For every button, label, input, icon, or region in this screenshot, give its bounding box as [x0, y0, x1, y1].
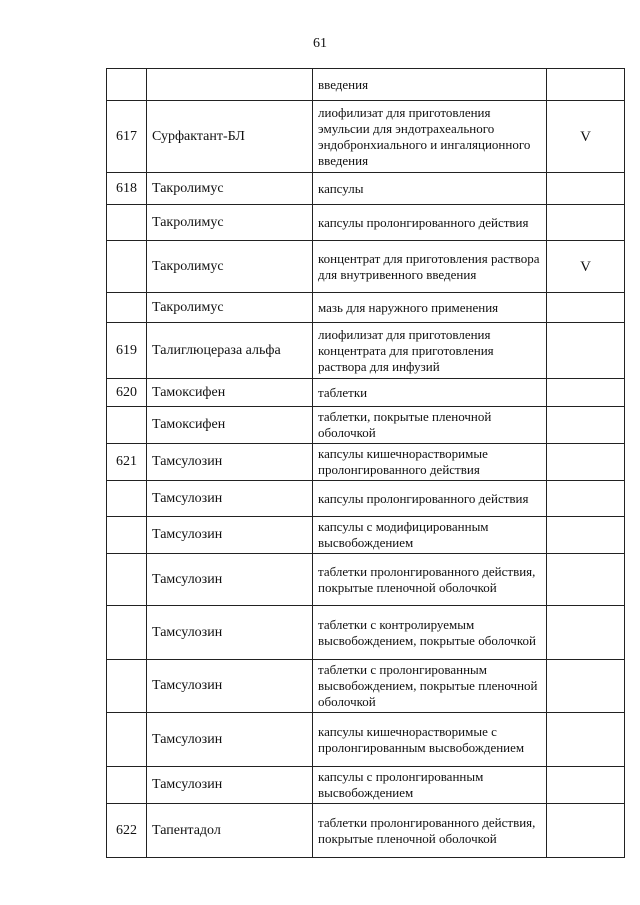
table-row	[107, 660, 625, 713]
vital-mark	[547, 407, 625, 444]
dosage-form: капсулы кишечнорастворимые пролонгированного действия	[313, 444, 547, 481]
table-row	[107, 804, 625, 858]
row-number: 617	[107, 101, 147, 173]
dosage-form: капсулы кишечнорастворимые с пролонгированным высвобождением	[313, 713, 547, 767]
vital-mark	[547, 713, 625, 767]
drug-name	[147, 69, 313, 101]
table-row	[107, 323, 625, 379]
drug-name: Тамсулозин	[147, 444, 313, 481]
dosage-form: концентрат для приготовления раствора для внутривенного введения	[313, 241, 547, 293]
drug-name: Сурфактант-БЛ	[147, 101, 313, 173]
vital-mark	[547, 69, 625, 101]
row-number	[107, 205, 147, 241]
dosage-form: капсулы	[313, 173, 547, 205]
drug-name: Тамсулозин	[147, 713, 313, 767]
row-number	[107, 241, 147, 293]
drug-name: Тамсулозин	[147, 606, 313, 660]
vital-mark	[547, 517, 625, 554]
drug-name: Тамсулозин	[147, 517, 313, 554]
vital-mark	[547, 660, 625, 713]
drug-name: Тапентадол	[147, 804, 313, 858]
table-row	[107, 69, 625, 101]
page-number: 61	[313, 36, 327, 51]
dosage-form: мазь для наружного применения	[313, 293, 547, 323]
drug-name: Такролимус	[147, 205, 313, 241]
vital-mark	[547, 205, 625, 241]
row-number	[107, 606, 147, 660]
dosage-form: таблетки	[313, 379, 547, 407]
vital-mark: V	[547, 101, 625, 173]
table-row	[107, 379, 625, 407]
row-number	[107, 713, 147, 767]
table-row	[107, 173, 625, 205]
dosage-form: капсулы пролонгированного действия	[313, 481, 547, 517]
dosage-form: лиофилизат для приготовления эмульсии для эндотрахеального эндобронхиального и ингаляционного введения	[313, 101, 547, 173]
table-row	[107, 606, 625, 660]
table-row	[107, 444, 625, 481]
row-number	[107, 554, 147, 606]
row-number	[107, 293, 147, 323]
drug-name: Тамсулозин	[147, 767, 313, 804]
row-number	[107, 481, 147, 517]
table-row	[107, 481, 625, 517]
dosage-form: капсулы с модифицированным высвобождением	[313, 517, 547, 554]
vital-mark: V	[547, 241, 625, 293]
drug-name: Такролимус	[147, 293, 313, 323]
dosage-form: таблетки с пролонгированным высвобождением, покрытые пленочной оболочкой	[313, 660, 547, 713]
row-number	[107, 69, 147, 101]
table-body	[107, 69, 625, 858]
row-number: 620	[107, 379, 147, 407]
drug-name: Талиглюцераза альфа	[147, 323, 313, 379]
row-number	[107, 407, 147, 444]
vital-mark	[547, 804, 625, 858]
vital-mark	[547, 767, 625, 804]
dosage-form: таблетки, покрытые пленочной оболочкой	[313, 407, 547, 444]
vital-mark	[547, 379, 625, 407]
drug-name: Тамсулозин	[147, 481, 313, 517]
row-number: 619	[107, 323, 147, 379]
dosage-form: таблетки с контролируемым высвобождением, покрытые оболочкой	[313, 606, 547, 660]
row-number	[107, 660, 147, 713]
dosage-form: капсулы пролонгированного действия	[313, 205, 547, 241]
row-number: 621	[107, 444, 147, 481]
row-number	[107, 767, 147, 804]
dosage-form: таблетки пролонгированного действия, покрытые пленочной оболочкой	[313, 804, 547, 858]
vital-mark	[547, 323, 625, 379]
drug-name: Такролимус	[147, 173, 313, 205]
table-row	[107, 767, 625, 804]
drug-name: Такролимус	[147, 241, 313, 293]
drug-name: Тамоксифен	[147, 379, 313, 407]
table-row	[107, 205, 625, 241]
dosage-form: введения	[313, 69, 547, 101]
dosage-form: лиофилизат для приготовления концентрата для приготовления раствора для инфузий	[313, 323, 547, 379]
table-row	[107, 554, 625, 606]
vital-mark	[547, 293, 625, 323]
table-row	[107, 293, 625, 323]
table-row	[107, 517, 625, 554]
dosage-form: капсулы с пролонгированным высвобождением	[313, 767, 547, 804]
drug-table	[106, 68, 625, 858]
drug-name: Тамсулозин	[147, 554, 313, 606]
row-number: 622	[107, 804, 147, 858]
table-row	[107, 407, 625, 444]
vital-mark	[547, 606, 625, 660]
dosage-form: таблетки пролонгированного действия, покрытые пленочной оболочкой	[313, 554, 547, 606]
table-row	[107, 101, 625, 173]
vital-mark	[547, 554, 625, 606]
vital-mark	[547, 444, 625, 481]
vital-mark	[547, 173, 625, 205]
row-number	[107, 517, 147, 554]
row-number: 618	[107, 173, 147, 205]
drug-name: Тамсулозин	[147, 660, 313, 713]
drug-name: Тамоксифен	[147, 407, 313, 444]
vital-mark	[547, 481, 625, 517]
table-row	[107, 713, 625, 767]
table-row	[107, 241, 625, 293]
